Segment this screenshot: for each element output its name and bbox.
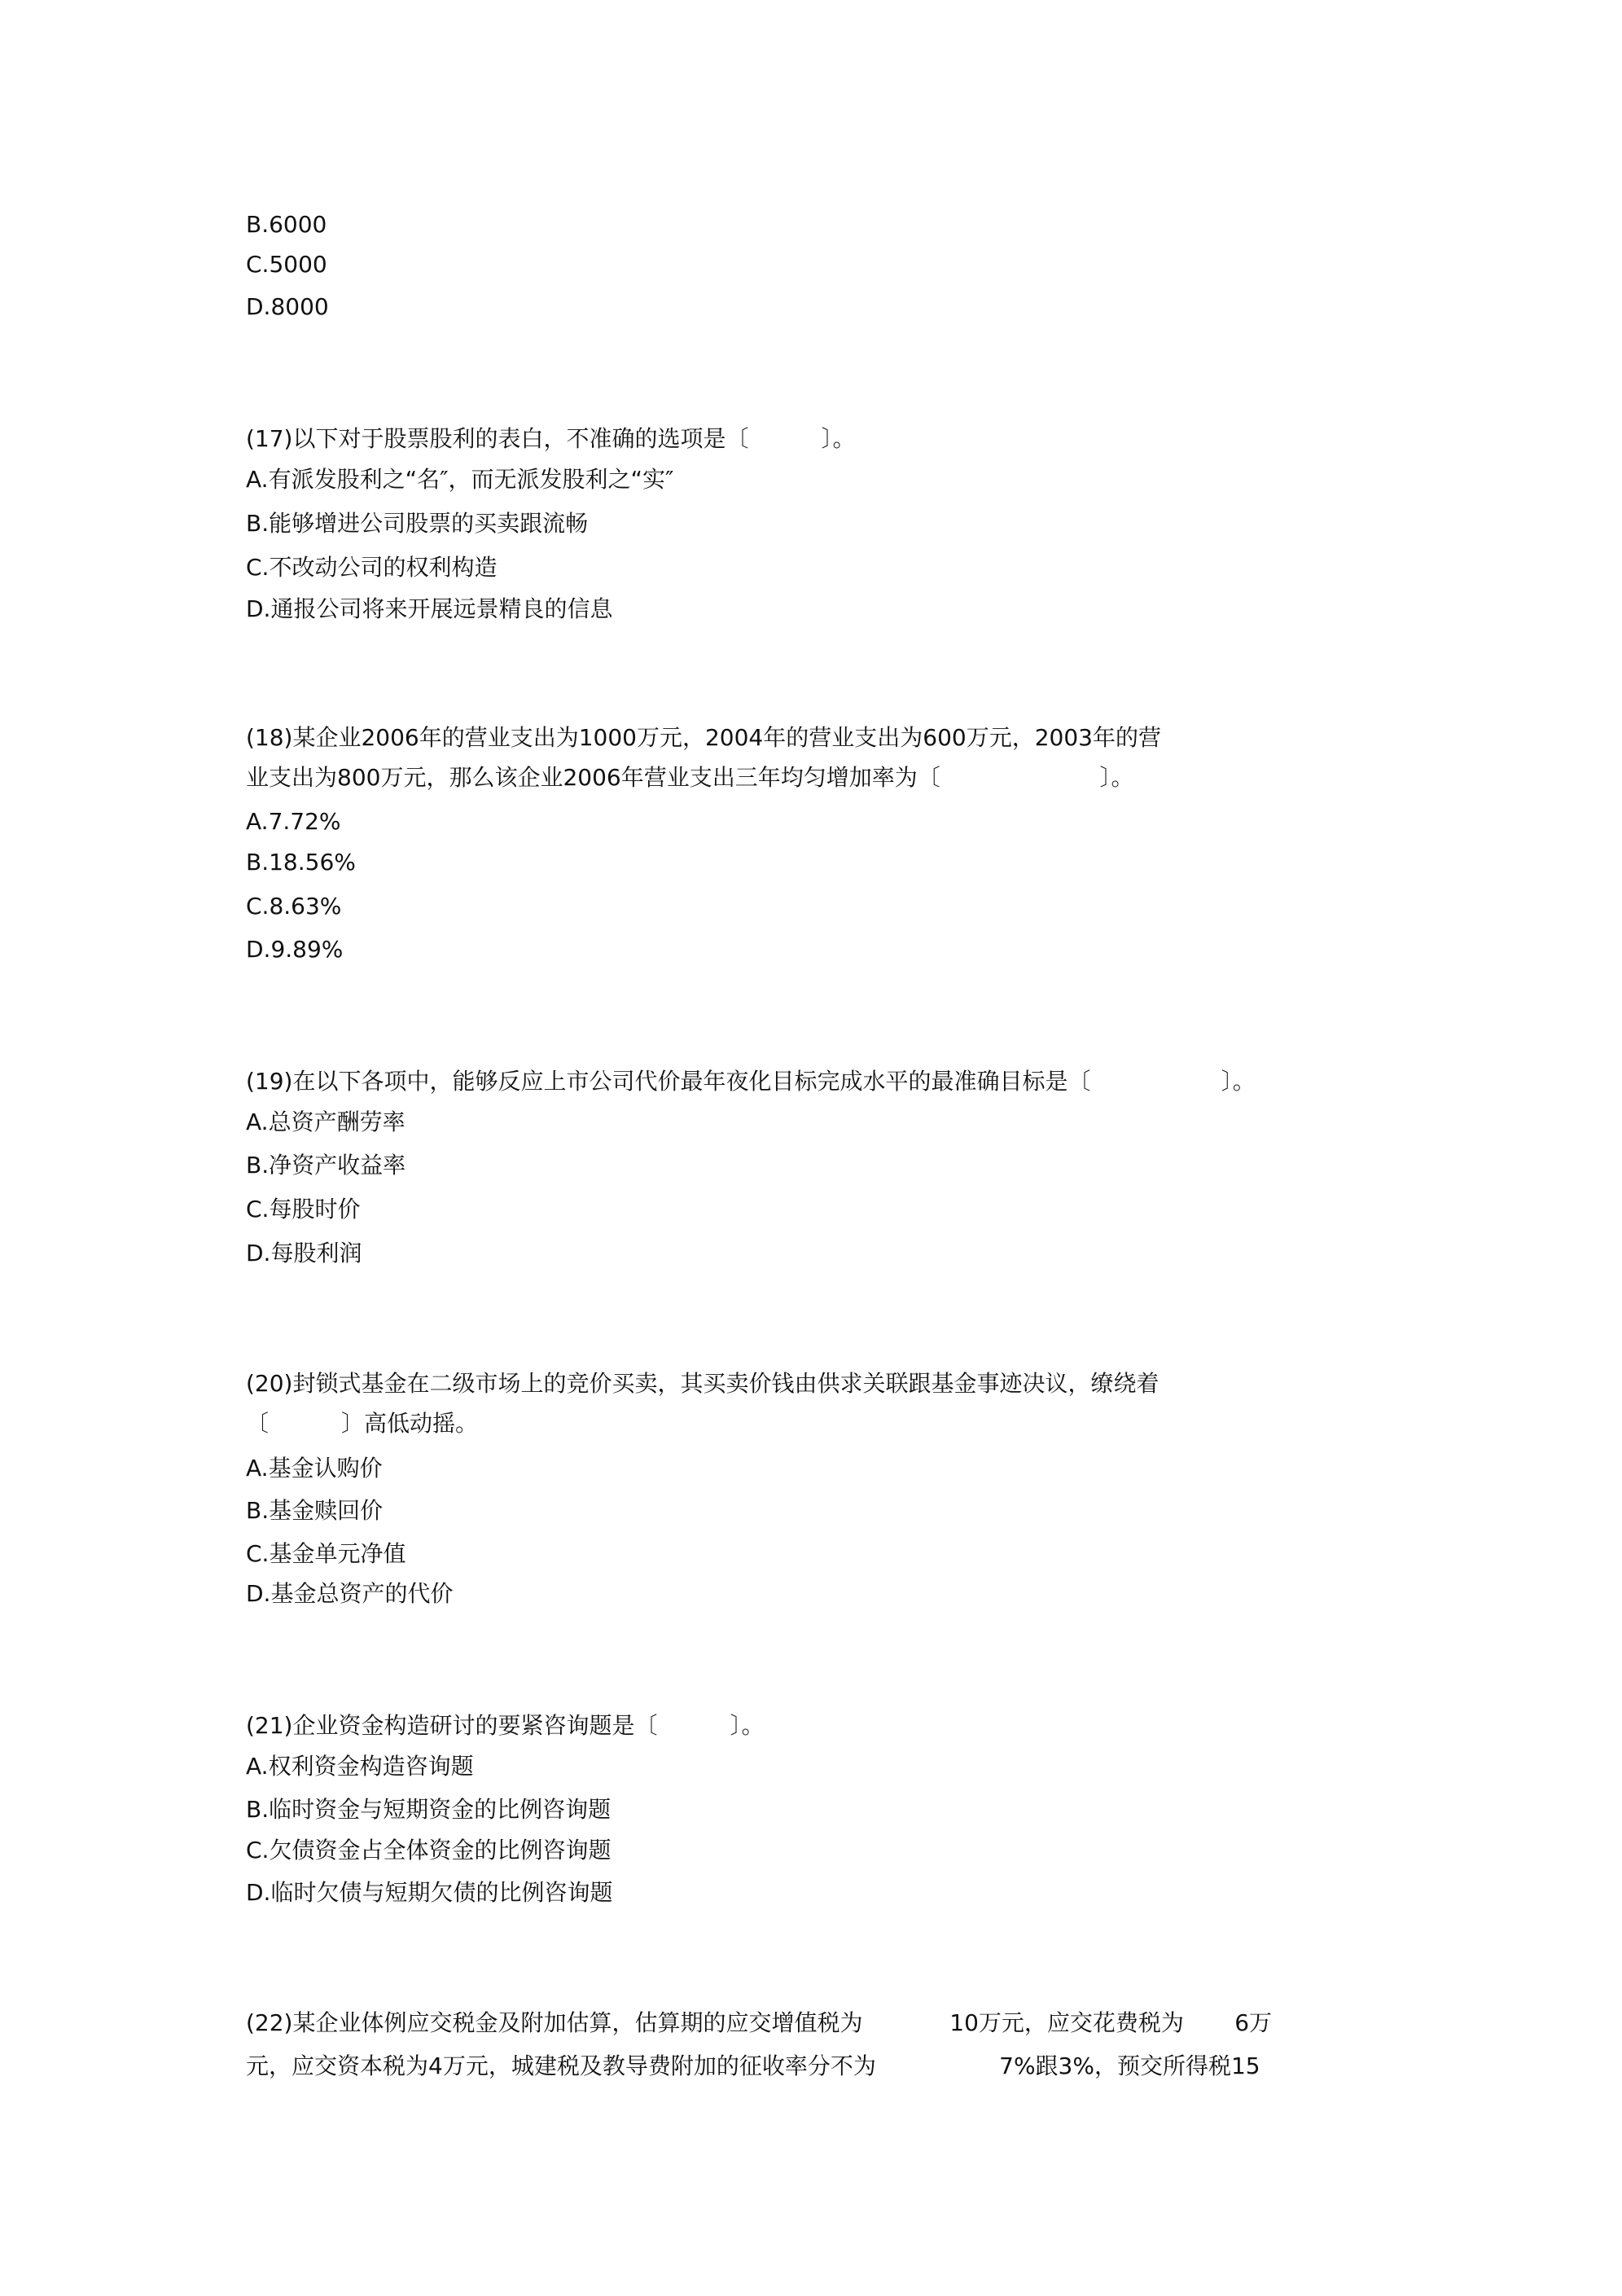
option-a-17: A.有派发股利之“名″，而无派发股利之“实″ bbox=[246, 466, 674, 493]
option-d-21: D.临时欠债与短期欠债的比例咨询题 bbox=[246, 1879, 613, 1906]
option-b-17: B.能够增进公司股票的买卖跟流畅 bbox=[246, 510, 589, 537]
option-d-16: D.8000 bbox=[246, 293, 329, 320]
question-18-line-1: (18)某企业2006年的营业支出为1000万元，2004年的营业支出为600万元，2003年的营 bbox=[246, 724, 1161, 751]
option-a-21: A.权利资金构造咨询题 bbox=[246, 1753, 474, 1780]
option-c-20: C.基金单元净值 bbox=[246, 1540, 406, 1567]
option-d-20: D.基金总资产的代价 bbox=[246, 1580, 454, 1607]
option-d-17: D.通报公司将来开展远景精良的信息 bbox=[246, 595, 613, 622]
option-c-16: C.5000 bbox=[246, 251, 327, 278]
option-b-20: B.基金赎回价 bbox=[246, 1497, 384, 1524]
question-21: (21)企业资金构造研讨的要紧咨询题是〔 〕。 bbox=[246, 1712, 765, 1739]
question-22-line-2: 元，应交资本税为4万元，城建税及教导费附加的征收率分不为 7%跟3%，预交所得税15 bbox=[246, 2052, 1260, 2079]
question-18-line-2: 业支出为800万元，那么该企业2006年营业支出三年均匀增加率为〔 〕。 bbox=[246, 764, 1134, 791]
option-c-17: C.不改动公司的权利构造 bbox=[246, 554, 498, 581]
option-b-21: B.临时资金与短期资金的比例咨询题 bbox=[246, 1796, 612, 1823]
question-17: (17)以下对于股票股利的表白，不准确的选项是〔 〕。 bbox=[246, 425, 856, 452]
option-c-19: C.每股时价 bbox=[246, 1196, 361, 1223]
option-a-19: A.总资产酬劳率 bbox=[246, 1108, 406, 1135]
option-a-20: A.基金认购价 bbox=[246, 1455, 383, 1482]
option-d-18: D.9.89% bbox=[246, 936, 344, 963]
option-c-21: C.欠债资金占全体资金的比例咨询题 bbox=[246, 1837, 612, 1864]
question-22-line-1: (22)某企业体例应交税金及附加估算，估算期的应交增值税为 10万元，应交花费税为 6万 bbox=[246, 2009, 1273, 2036]
option-b-19: B.净资产收益率 bbox=[246, 1152, 406, 1179]
question-19: (19)在以下各项中，能够反应上市公司代价最年夜化目标完成水平的最准确目标是〔 〕。 bbox=[246, 1068, 1256, 1095]
option-b-18: B.18.56% bbox=[246, 849, 356, 876]
option-a-18: A.7.72% bbox=[246, 808, 341, 835]
option-d-19: D.每股利润 bbox=[246, 1240, 362, 1267]
option-c-18: C.8.63% bbox=[246, 893, 342, 920]
question-20-line-2: 〔 〕高低动摇。 bbox=[246, 1410, 479, 1437]
question-20-line-1: (20)封锁式基金在二级市场上的竞价买卖，其买卖价钱由供求关联跟基金事迹决议，缭绕着 bbox=[246, 1370, 1160, 1397]
option-b-16: B.6000 bbox=[246, 211, 327, 238]
